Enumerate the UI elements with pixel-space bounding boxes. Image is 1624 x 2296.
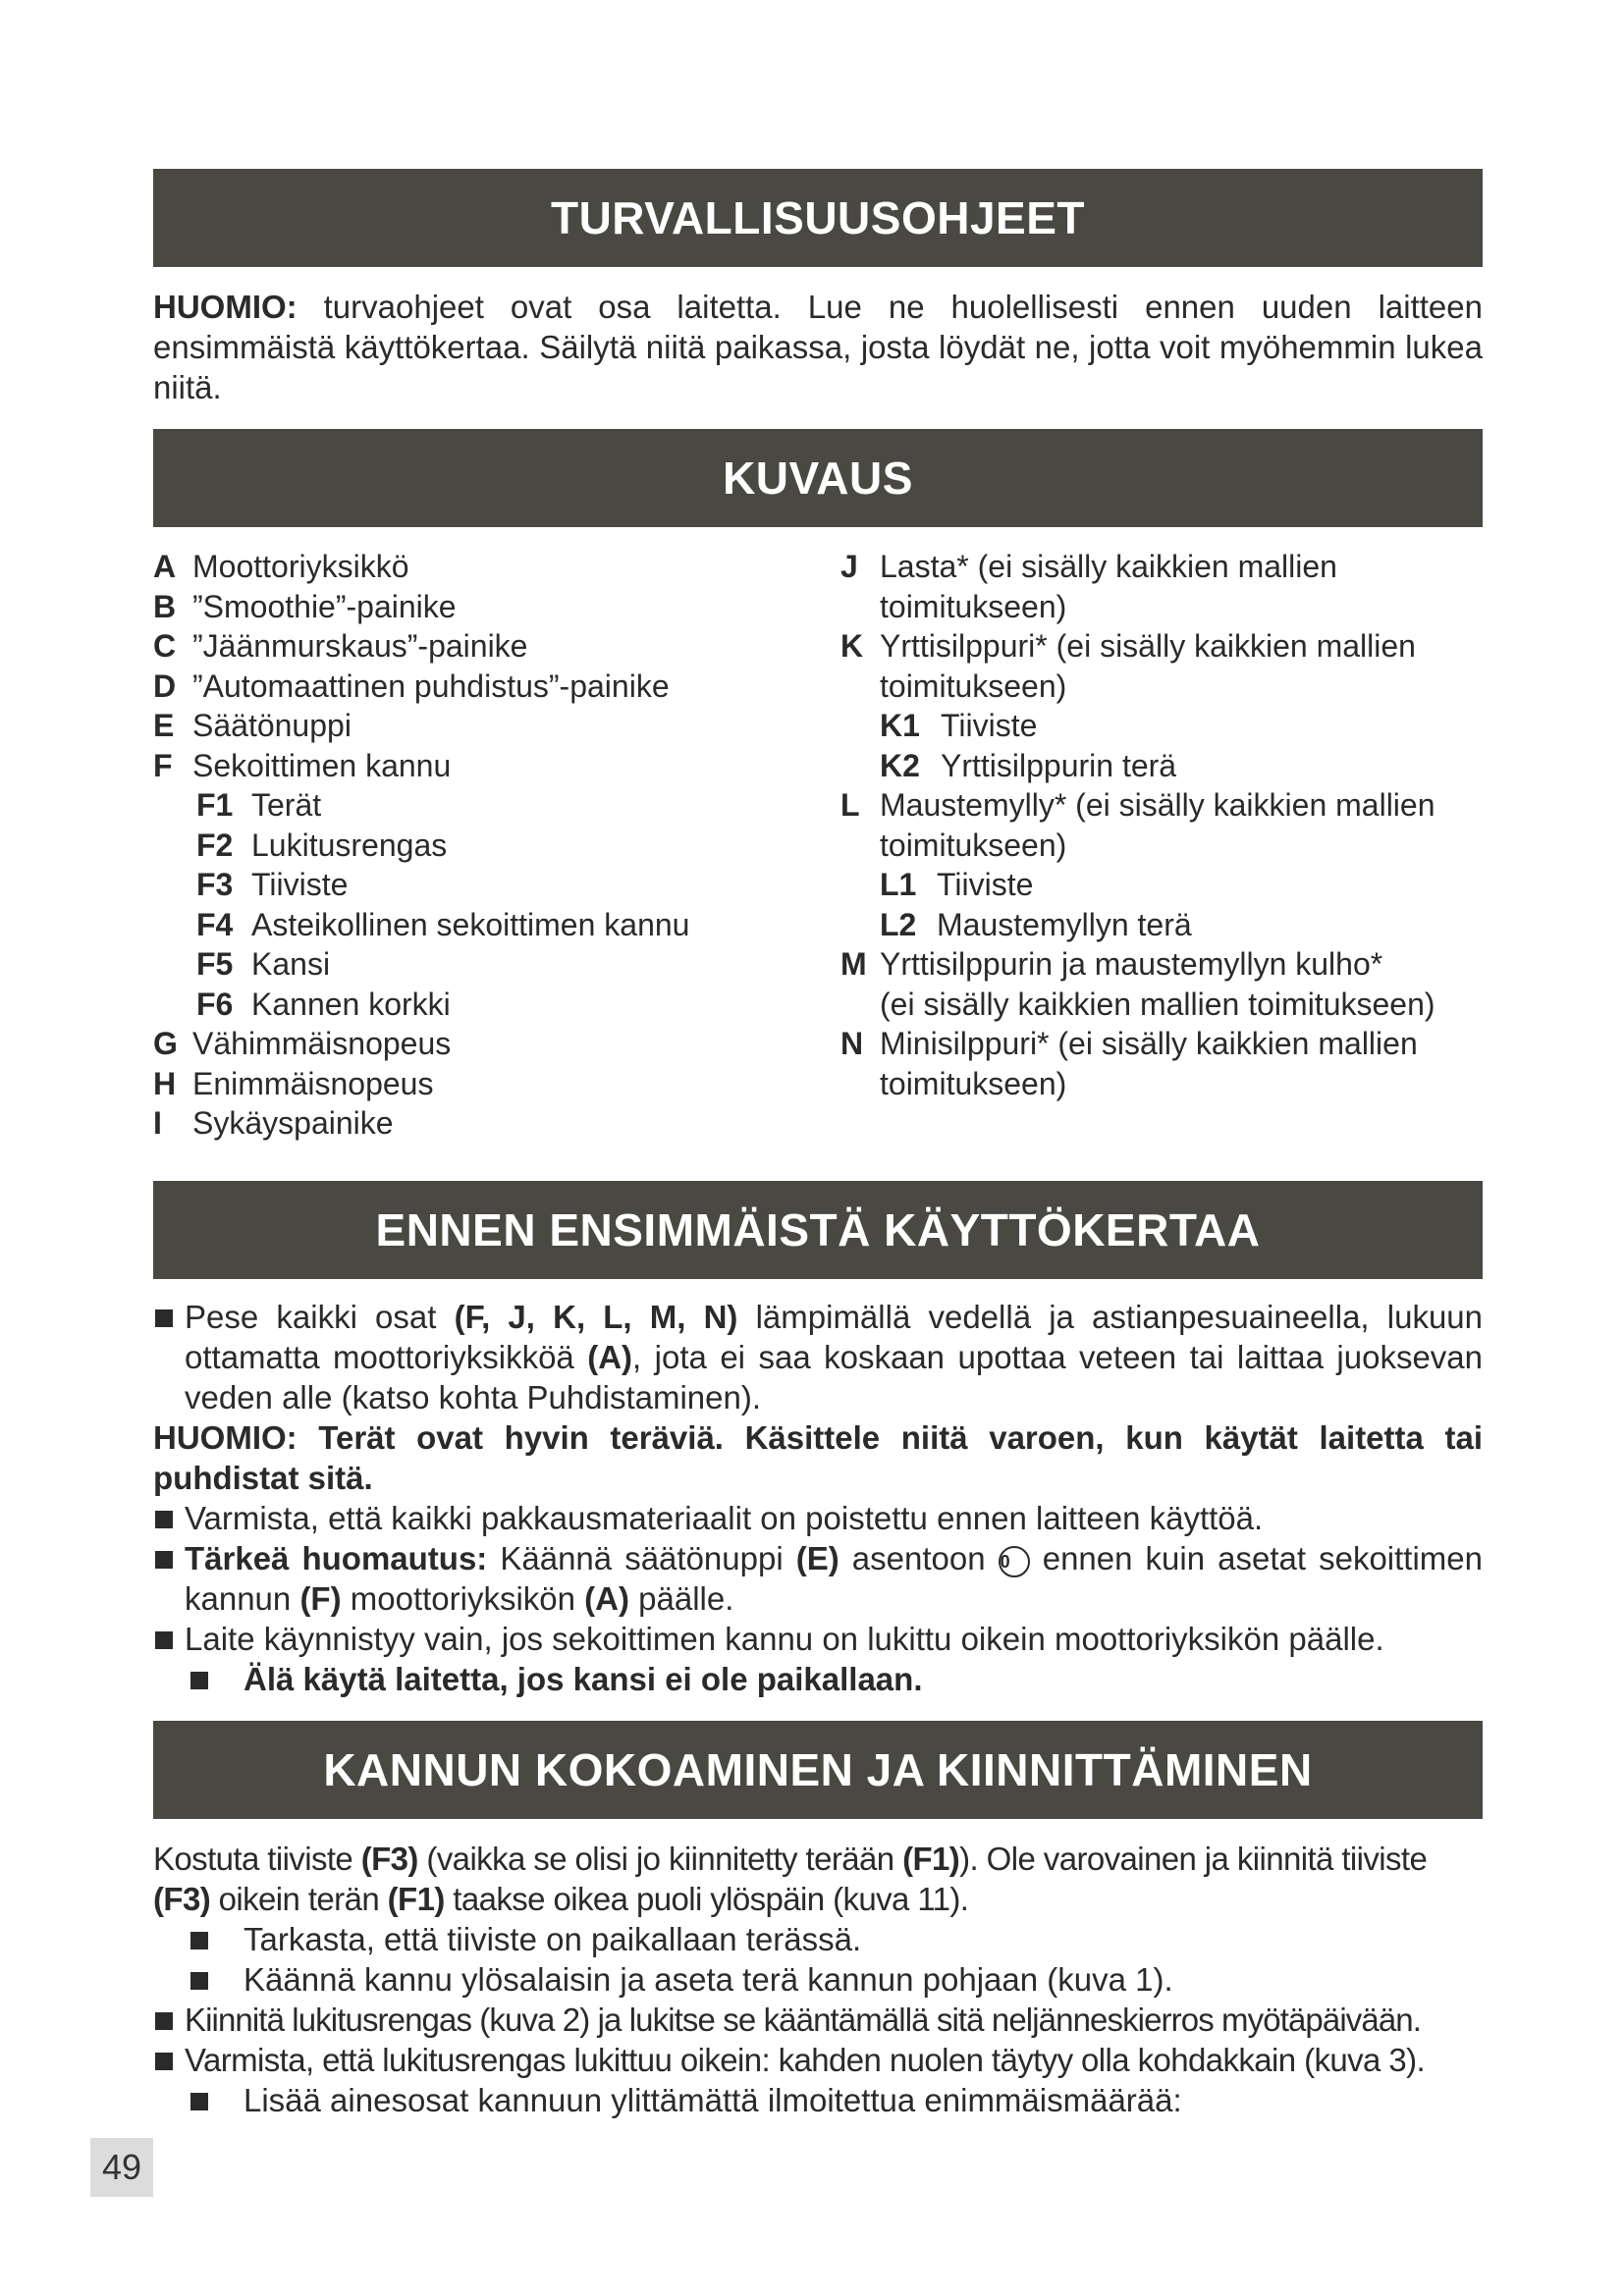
part-item: M Yrttisilppurin ja maustemyllyn kulho* (840, 946, 1383, 982)
bullet-square-icon (155, 1631, 173, 1649)
part-subitem: F5 Kansi (196, 946, 331, 982)
part-item-continuation: toimitukseen) (880, 827, 1067, 863)
part-item: K Yrttisilppuri* (ei sisälly kaikkien mallien (840, 628, 1416, 664)
off-position-icon: 0 (999, 1546, 1030, 1577)
part-item: N Minisilppuri* (ei sisälly kaikkien mallien (840, 1026, 1418, 1061)
part-subitem: K2 Yrttisilppurin terä (880, 747, 1177, 783)
part-subitem: F1 Terät (196, 787, 322, 823)
section-heading-assembly: KANNUN KOKOAMINEN JA KIINNITTÄMINEN (153, 1721, 1483, 1819)
part-item-continuation: toimitukseen) (880, 667, 1067, 704)
assembly-content (153, 1839, 1483, 2120)
part-item: C ”Jäänmurskaus”-painike (153, 628, 528, 664)
safety-note (153, 287, 1483, 407)
list-item: Tarkasta, että tiiviste on paikallaan terässä. (153, 1919, 1483, 1959)
manual-page (153, 169, 1483, 2120)
part-subitem: F4 Asteikollinen sekoittimen kannu (196, 906, 690, 942)
bullet-square-icon (155, 2053, 173, 2070)
parts-list-right (840, 547, 1489, 1103)
part-subitem: L2 Maustemyllyn terä (880, 906, 1192, 942)
part-subitem: L1 Tiiviste (880, 867, 1034, 902)
part-subitem: K1 Tiiviste (880, 708, 1038, 743)
part-item-continuation: (ei sisälly kaikkien mallien toimitukseen) (880, 986, 1435, 1022)
part-item: F Sekoittimen kannu (153, 747, 452, 783)
bullet-square-icon (190, 1932, 208, 1949)
list-item: Varmista, että lukitusrengas lukittuu oikein: kahden nuolen täytyy olla kohdakkain (kuva 3). (153, 2040, 1483, 2080)
bullet-square-icon (190, 1672, 208, 1689)
part-item: J Lasta* (ei sisälly kaikkien mallien (840, 549, 1337, 584)
bullet-square-icon (155, 1551, 173, 1569)
section-heading-safety: TURVALLISUUSOHJEET (153, 169, 1483, 267)
part-item: I Sykäyspainike (153, 1105, 394, 1141)
list-item: Kiinnitä lukitusrengas (kuva 2) ja lukitse se kääntämällä sitä neljänneskierros myötäpäivään. (153, 2000, 1483, 2040)
parts-list-left (153, 547, 821, 1144)
list-item: Pese kaikki osat (F, J, K, L, M, N) lämpimällä vedellä ja astianpesuaineella, lukuun ottamatta moottoriyksikköä (A), jota ei saa koskaan upottaa veteen tai laittaa juoksevan veden alle (katso kohta Puhdistaminen). (153, 1297, 1483, 1417)
part-item: L Maustemylly* (ei sisälly kaikkien mallien (840, 787, 1435, 823)
list-item: Varmista, että kaikki pakkausmateriaalit on poistettu ennen laitteen käyttöä. (153, 1498, 1483, 1538)
part-item: E Säätönuppi (153, 708, 352, 743)
part-item-continuation: toimitukseen) (880, 588, 1067, 624)
parts-list (153, 547, 1483, 1175)
page-number: 49 (90, 2138, 153, 2197)
part-item-continuation: toimitukseen) (880, 1065, 1067, 1101)
bullet-square-icon (190, 2093, 208, 2110)
part-item: B ”Smoothie”-painike (153, 588, 457, 624)
safety-note-label: HUOMIO: (153, 289, 298, 325)
warning-note: HUOMIO: Terät ovat hyvin teräviä. Käsittele niitä varoen, kun käytät laitetta tai puhdistat sitä. (153, 1419, 1483, 1496)
bullet-square-icon (155, 1309, 173, 1327)
part-item: G Vähimmäisnopeus (153, 1026, 452, 1061)
bullet-square-icon (190, 1972, 208, 1990)
part-item: H Enimmäisnopeus (153, 1065, 434, 1101)
bullet-square-icon (155, 1511, 173, 1528)
safety-note-text: turvaohjeet ovat osa laitetta. Lue ne huolellisesti ennen uuden laitteen ensimmäistä käyttökertaa. Säilytä niitä paikassa, josta löydät ne, jotta voit myöhemmin lukea niitä. (153, 289, 1483, 405)
section-heading-before-first-use: ENNEN ENSIMMÄISTÄ KÄYTTÖKERTAA (153, 1181, 1483, 1279)
section-heading-description: KUVAUS (153, 429, 1483, 527)
part-subitem: F3 Tiiviste (196, 867, 349, 902)
part-item: A Moottoriyksikkö (153, 549, 409, 584)
bullet-square-icon (155, 2012, 173, 2030)
list-item: Tärkeä huomautus: Käännä säätönuppi (E) asentoon 0 ennen kuin asetat sekoittimen kannun (F) moottoriyksikön (A) päälle. (153, 1538, 1483, 1619)
list-item: Laite käynnistyy vain, jos sekoittimen kannu on lukittu oikein moottoriyksikön päälle. (153, 1619, 1483, 1659)
list-item: Käännä kannu ylösalaisin ja aseta terä kannun pohjaan (kuva 1). (153, 1959, 1483, 2000)
part-item: D ”Automaattinen puhdistus”-painike (153, 667, 670, 704)
assembly-intro: Kostuta tiiviste (F3) (vaikka se olisi jo kiinnitetty terään (F1)). Ole varovainen ja kiinnitä tiiviste (F3) oikein terän (F1) taakse oikea puoli ylöspäin (kuva 11). (153, 1841, 1428, 1917)
part-subitem: F2 Lukitusrengas (196, 827, 448, 863)
list-item: Lisää ainesosat kannuun ylittämättä ilmoitettua enimmäismäärää: (153, 2080, 1483, 2120)
part-subitem: F6 Kannen korkki (196, 986, 451, 1022)
list-item: Älä käytä laitetta, jos kansi ei ole paikallaan. (153, 1659, 1483, 1699)
first-use-content (153, 1297, 1483, 1699)
